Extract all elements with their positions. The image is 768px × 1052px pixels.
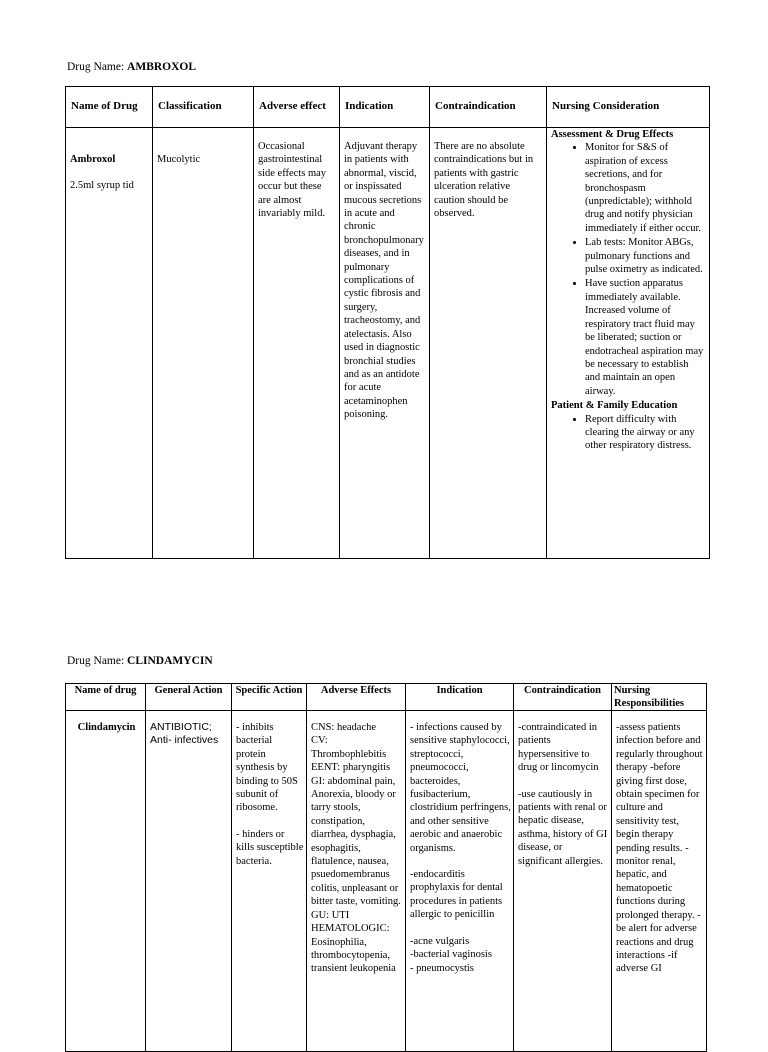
- assessment-title: Assessment & Drug Effects: [551, 129, 674, 140]
- header-indication: Indication: [406, 684, 514, 711]
- list-item: • Lab tests: Monitor ABGs, pulmonary functions and pulse oximetry as indicated.: [585, 236, 706, 276]
- header-contraindication: Contraindication: [514, 684, 612, 711]
- cell-nursing-consideration: [547, 128, 710, 559]
- adverse-effect-line: GI: abdominal pain, Anorexia, bloody or tarry stools, constipation, diarrhea, dysphagia, esophagitis, flatulence, nausea, psuedomembranus colitis, unpleasant or bitter taste, vomiting.: [311, 775, 401, 908]
- cell-nursing-responsibilities: [612, 711, 707, 1052]
- header-specific-action: Specific Action: [232, 684, 307, 711]
- contraindication-text: -use cautiously in patients with renal or hepatic disease, asthma, history of GI disease, or significant allergies.: [518, 788, 608, 867]
- list-item: • Report difficulty with clearing the airway or any other respiratory distress.: [585, 413, 706, 453]
- cell-indication: [406, 711, 514, 1052]
- cell-classification: [153, 128, 254, 559]
- adverse-effect-text: Occasional gastrointestinal side effects may occur but these are almost invariably mild.: [258, 141, 327, 220]
- drug-name-line-ambroxol: [67, 61, 196, 74]
- adverse-effect-line: HEMATOLOGIC: Eosinophilia, thrombocytopenia, transient leukopenia: [311, 923, 396, 975]
- cell-contraindication: [430, 128, 547, 559]
- indication-text: - pneumocystis: [410, 962, 474, 974]
- specific-action-text: - inhibits bacterial protein synthesis by binding to 50S subunit of ribosome.: [236, 722, 298, 814]
- indication-text: -bacterial vaginosis: [410, 949, 492, 961]
- education-title: Patient & Family Education: [551, 400, 678, 412]
- header-adverse-effects: Adverse Effects: [307, 684, 406, 711]
- general-action-text: ANTIBIOTIC; Anti- infectives: [150, 721, 219, 747]
- indication-text: -acne vulgaris: [410, 935, 470, 947]
- drug-name-value: AMBROXOL: [127, 61, 197, 73]
- table-header-row: [66, 87, 710, 128]
- drug-name: Clindamycin: [77, 722, 136, 733]
- cell-general-action: [146, 711, 232, 1052]
- cell-drug-name: [66, 128, 153, 559]
- table-row: [66, 711, 707, 1052]
- cell-contraindication: [514, 711, 612, 1052]
- cell-drug-name: [66, 711, 146, 1052]
- header-nursing-consideration: Nursing Consideration: [547, 87, 710, 128]
- cell-specific-action: [232, 711, 307, 1052]
- table-header-row: [66, 684, 707, 711]
- drug-name-label: Drug Name:: [67, 655, 125, 667]
- adverse-effect-line: GU: UTI: [311, 909, 350, 921]
- cell-indication: [340, 128, 430, 559]
- header-classification: Classification: [153, 87, 254, 128]
- indication-text: Adjuvant therapy in patients with abnormal, viscid, or inspissated mucous secretions in acute and chronic bronchopulmonary diseases, and in pulmonary complications of cystic fibrosis and surgery, tracheostomy, and atelectasis. Also used in diagnostic bronchial studies and as an antidote for acute acetaminophen poisoning.: [344, 141, 424, 421]
- clindamycin-table: [65, 683, 707, 1052]
- contraindication-text: There are no absolute contraindications but in patients with gastric ulceration relative caution should be observed.: [434, 141, 534, 220]
- drug-name-line-clindamycin: [67, 655, 213, 668]
- header-nursing-responsibilities: Nursing Responsibilities: [612, 684, 707, 711]
- header-adverse-effect: Adverse effect: [254, 87, 340, 128]
- adverse-effect-line: CV: Thrombophlebitis: [311, 735, 387, 760]
- nursing-responsibilities-text: -assess patients infection before and regularly throughout therapy -before giving first dose, obtain specimen for culture and sensitivity test, begin therapy pending results. -monitor renal, hepatic, and hematopoetic functions during prolonged therapy. -be alert for adverse reactions and drug interactions -if adverse GI: [616, 722, 703, 975]
- indication-text: - infections caused by sensitive staphylococci, streptococci, pneumococci, bacteroides, fusibacterium, clostridium perfringens, and other sensitive aerobic and anaerobic organisms.: [410, 722, 511, 854]
- assessment-list: [551, 141, 706, 398]
- header-contraindication: Contraindication: [430, 87, 547, 128]
- ambroxol-table: [65, 86, 710, 559]
- specific-action-text: - hinders or kills susceptible bacteria.: [236, 828, 304, 867]
- adverse-effect-line: EENT: pharyngitis: [311, 762, 391, 774]
- classification-text: Mucolytic: [157, 154, 201, 165]
- indication-text: -endocarditis prophylaxis for dental procedures in patients allergic to penicillin: [410, 869, 503, 921]
- adverse-effect-line: CNS: headache: [311, 722, 377, 733]
- header-name-of-drug: Name of drug: [66, 684, 146, 711]
- header-name-of-drug: Name of Drug: [66, 87, 153, 128]
- list-item: • Have suction apparatus immediately available. Increased volume of respiratory tract fluid may be liberated; suction or endotracheal aspiration may be necessary to establish and maintain an open airway.: [585, 277, 706, 398]
- header-general-action: General Action: [146, 684, 232, 711]
- education-list: [551, 413, 706, 453]
- contraindication-text: -contraindicated in patients hypersensitive to drug or lincomycin: [518, 722, 599, 774]
- drug-name-label: Drug Name:: [67, 61, 125, 73]
- drug-name: Ambroxol: [70, 154, 116, 165]
- list-item: • Monitor for S&S of aspiration of excess secretions, and for bronchospasm (unpredictable); withhold drug and notify physician immediately if either occur.: [585, 141, 706, 235]
- table-row: [66, 128, 710, 559]
- drug-dose: 2.5ml syrup tid: [70, 180, 134, 192]
- header-indication: Indication: [340, 87, 430, 128]
- cell-adverse-effect: [254, 128, 340, 559]
- drug-name-value: CLINDAMYCIN: [127, 655, 213, 667]
- cell-adverse-effects: [307, 711, 406, 1052]
